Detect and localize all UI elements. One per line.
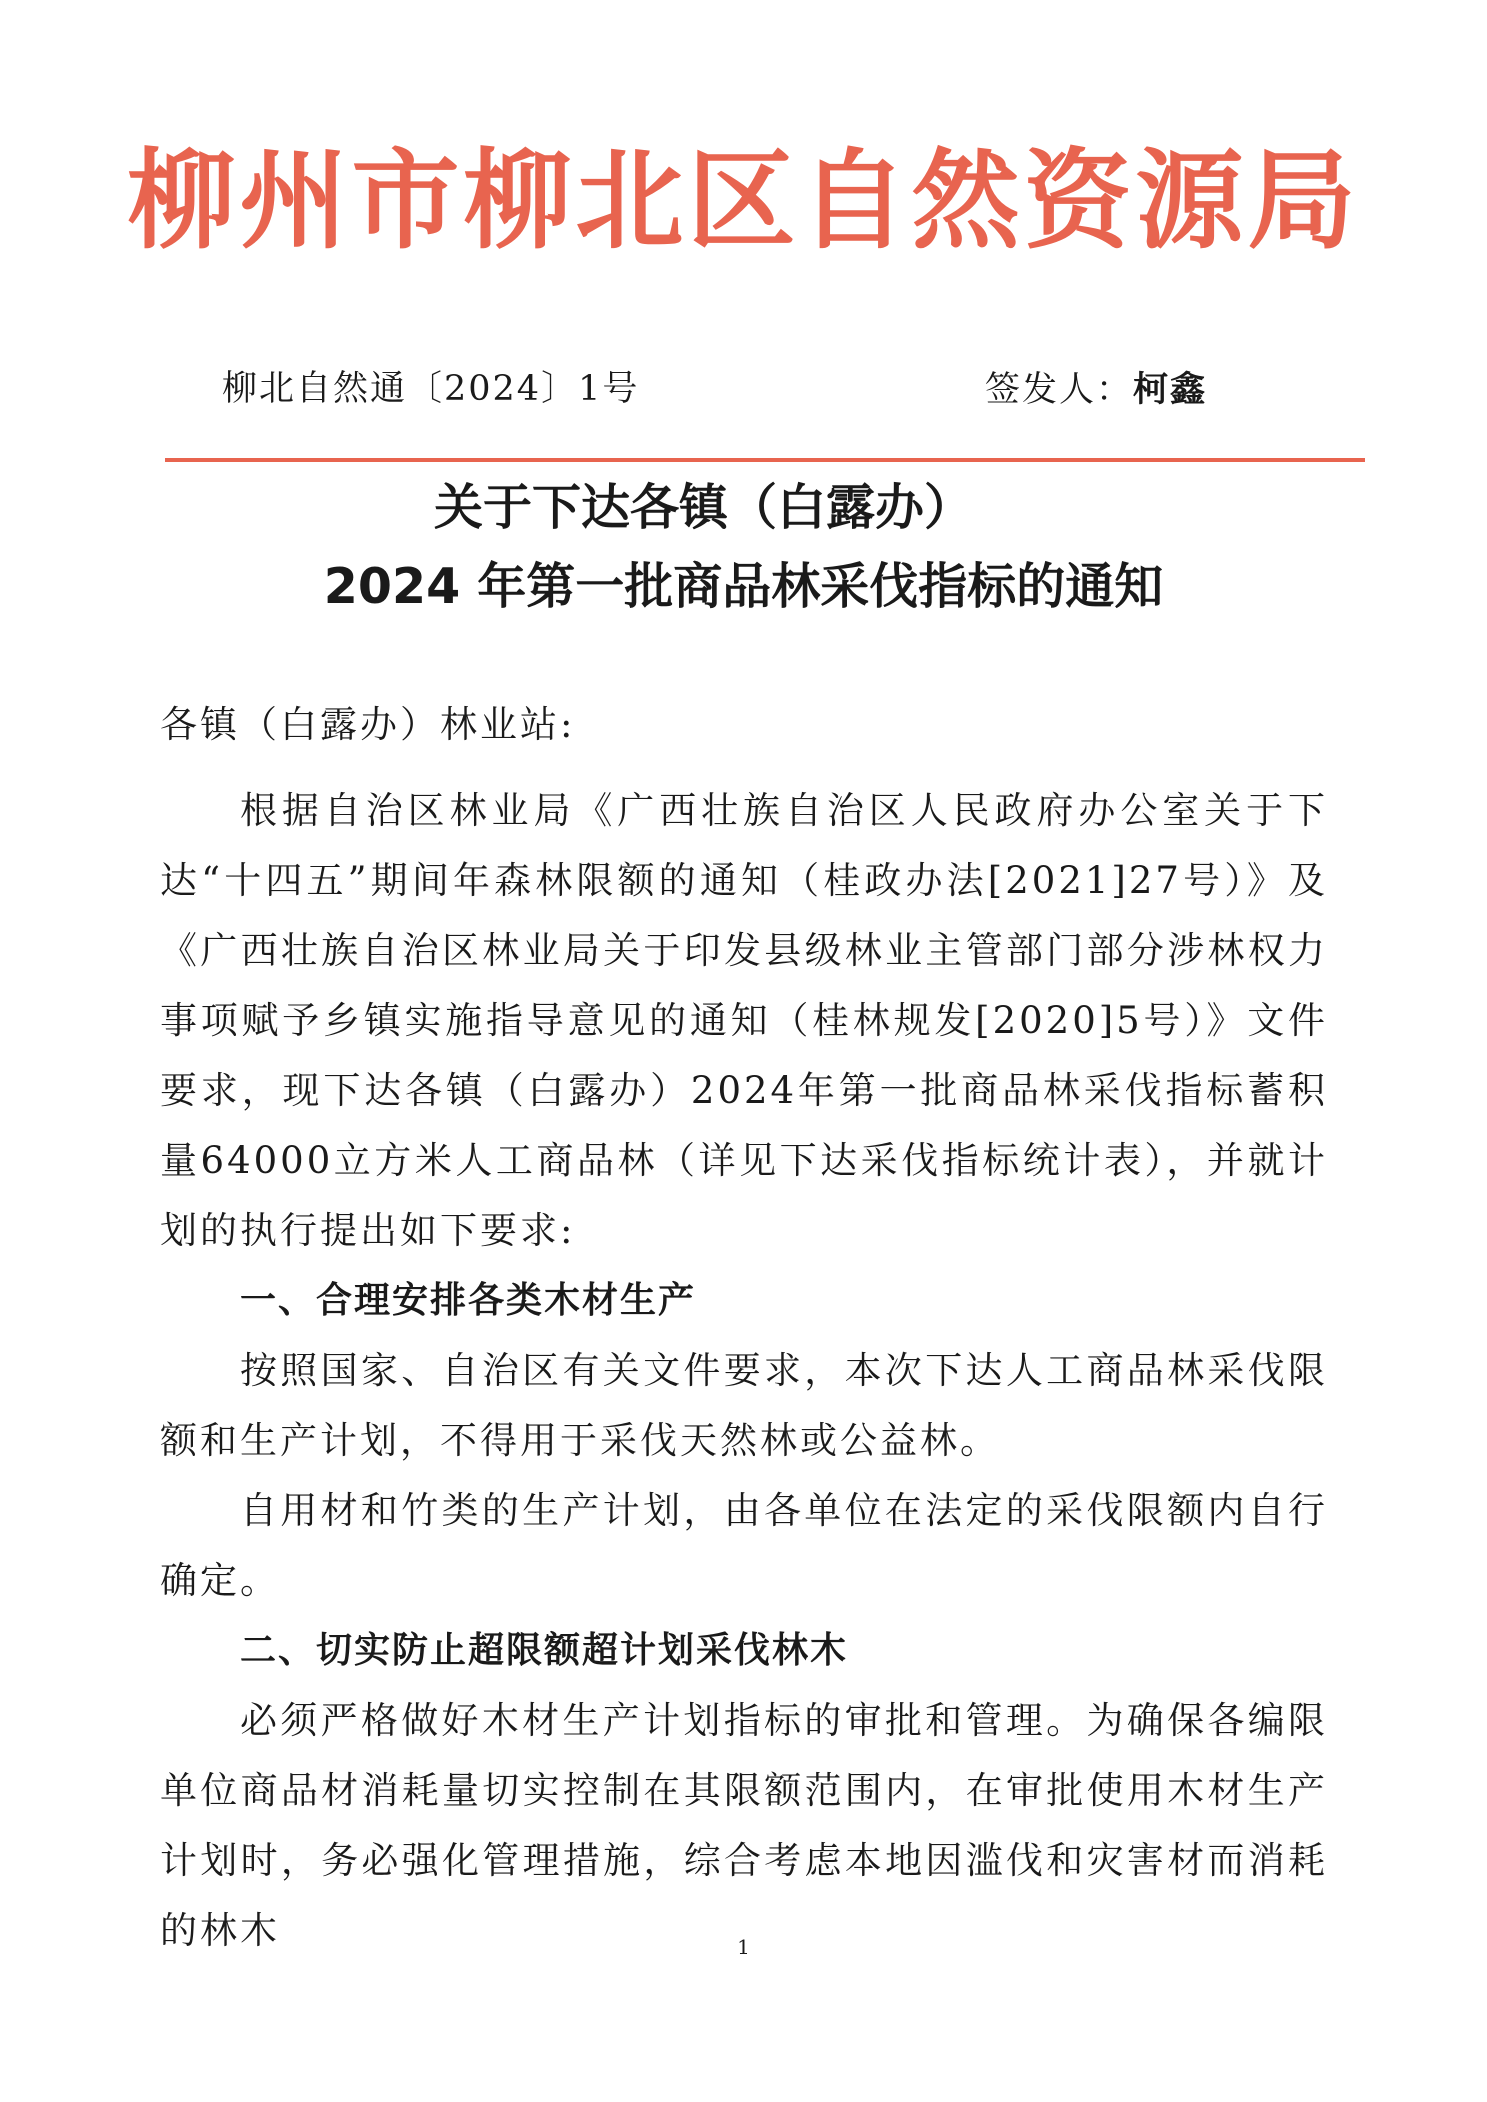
section2-heading: 二、切实防止超限额超计划采伐林木	[240, 1630, 849, 1671]
intro-paragraph: 根据自治区林业局《广西壮族自治区人民政府办公室关于下达“十四五”期间年森林限额的通知（桂政办法[2021]27号）》及《广西壮族自治区林业局关于印发县级林业主管部门部分涉林权力事项赋予乡镇实施指导意见的通知（桂林规发[2020]5号）》文件要求，现下达各镇（白露办）2024年第一批商品林采伐指标蓄积量64000立方米人工商品林（详见下达采伐指标统计表），并就计划的执行提出如下要求:	[160, 789, 1328, 1252]
signer-block	[985, 369, 1208, 410]
page-number: 1	[737, 1935, 750, 1959]
document-title-line2: 2024 年第一批商品林采伐指标的通知	[323, 558, 1164, 615]
section2-paragraph1: 必须严格做好木材生产计划指标的审批和管理。为确保各编限单位商品材消耗量切实控制在其限额范围内，在审批使用木材生产计划时，务必强化管理措施，综合考虑本地因滥伐和灾害材而消耗的林木	[160, 1699, 1328, 1952]
section1-paragraph1: 按照国家、自治区有关文件要求，本次下达人工商品林采伐限额和生产计划，不得用于采伐天然林或公益林。	[160, 1349, 1328, 1462]
document-body	[160, 776, 1328, 1966]
agency-masthead: 柳州市柳北区自然资源局	[127, 139, 1360, 264]
red-divider-rule	[165, 458, 1365, 462]
section1-paragraph2: 自用材和竹类的生产计划，由各单位在法定的采伐限额内自行确定。	[160, 1489, 1328, 1602]
section1-heading: 一、合理安排各类木材生产	[240, 1280, 697, 1321]
signer-name: 柯鑫	[1133, 369, 1208, 410]
signer-label: 签发人：	[985, 370, 1134, 410]
salutation: 各镇（白露办）林业站:	[160, 703, 576, 746]
document-title-line1: 关于下达各镇（白露办）	[433, 479, 973, 536]
document-number: 柳北自然通〔2024〕1号	[222, 369, 640, 409]
